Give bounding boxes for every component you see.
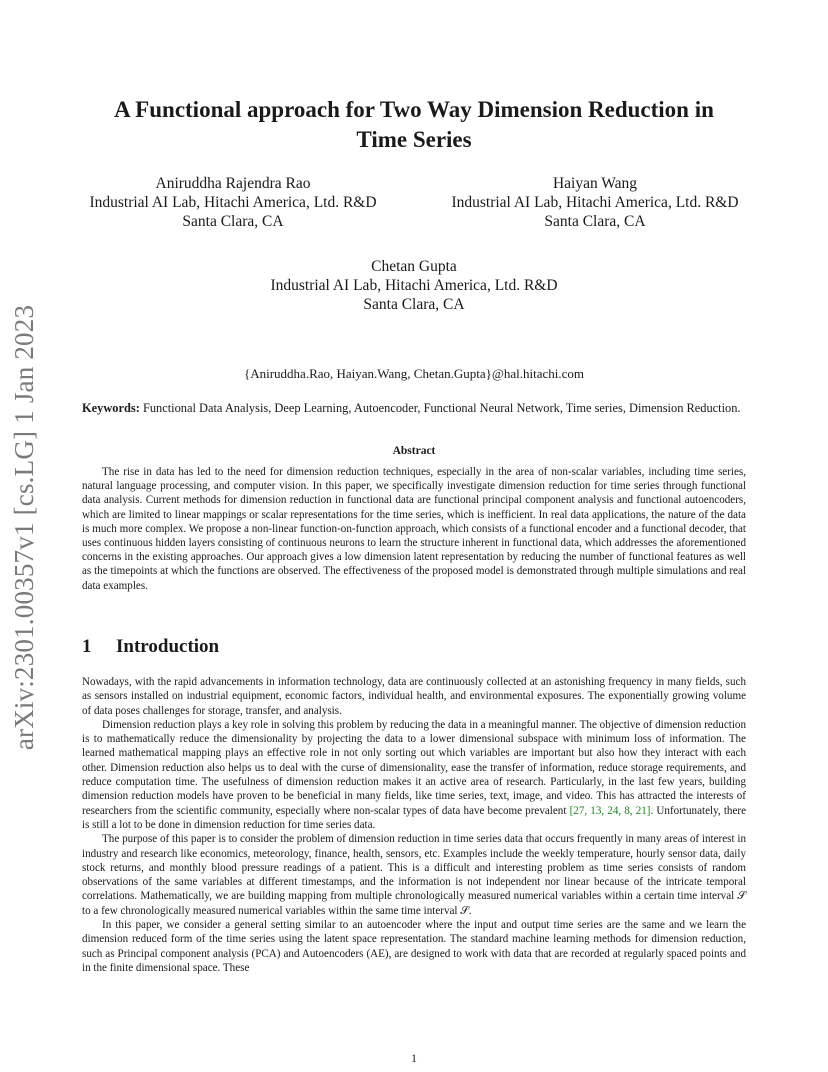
author-name: Aniruddha Rajendra Rao bbox=[155, 175, 311, 192]
author-location: Santa Clara, CA bbox=[544, 213, 646, 230]
keywords bbox=[50, 400, 778, 416]
paragraph-2 bbox=[82, 718, 746, 832]
paragraph-3: The purpose of this paper is to consider the problem of dimension reduction in time series data that occurs frequently in many areas of interest in industry and research like economics, meteorology, finance, health, sensors, etc. Examples include the weekly temperature, hourly sensor data, daily stock returns, and monthly blood pressure readings of a patient. This is a difficult and interesting problem as time series consists of random observations of the same variables at different timestamps, and the information is not independent nor linear because of the intricate temporal correlations. Mathematically, we are building mapping from multiple chronologically measured numerical variables within a certain time interval 𝒮 to a few chronologically measured numerical variables within the same time interval 𝒮. bbox=[82, 833, 746, 917]
section-title: Introduction bbox=[116, 636, 220, 657]
arxiv-stamp-text: arXiv:2301.00357v1 [cs.LG] 1 Jan 2023 bbox=[9, 304, 40, 750]
author-block-1 bbox=[60, 174, 406, 231]
keywords-text: Functional Data Analysis, Deep Learning, Autoencoder, Functional Neural Network, Time series, Dimension Reduction. bbox=[142, 401, 741, 415]
author-name: Haiyan Wang bbox=[552, 175, 638, 192]
paragraph-4: In this paper, we consider a general setting similar to an autoencoder where the input and output time series are the same and we learn the dimension reduced form of the time series using the latent space representation. The standard machine learning methods for dimension reduction, such as Principal component analysis (PCA) and Autoencoders (AE), are designed to work with data that are recorded at regularly spaced points and in the finite dimensional space. These bbox=[82, 919, 746, 974]
author-location: Santa Clara, CA bbox=[182, 213, 284, 230]
section-heading-introduction bbox=[82, 636, 219, 658]
author-emails: {Aniruddha.Rao, Haiyan.Wang, Chetan.Gupta}@hal.hitachi.com bbox=[243, 366, 584, 381]
citation-link[interactable]: [27, 13, 24, 8, 21] bbox=[569, 804, 651, 817]
keywords-label: Keywords: bbox=[82, 401, 140, 415]
author-block-2 bbox=[422, 174, 768, 231]
arxiv-stamp bbox=[6, 297, 44, 757]
author-name: Chetan Gupta bbox=[371, 258, 457, 275]
paragraph-2-tail: . Unfortunately, there is still a lot to be done in dimension reduction for time series data. bbox=[82, 804, 747, 831]
abstract-body: The rise in data has led to the need for dimension reduction techniques, especially in the area of non-scalar variables, including time series, natural language processing, and computer vision. In this paper, we specifically investigate dimension reduction for time series through functional data analysis. Current methods for dimension reduction in functional data are functional principal component analysis and functional autoencoders, which are limited to linear mappings or scalar representations for the time series, which is inefficient. In real data applications, the nature of the data is much more complex. We propose a non-linear function-on-function approach, which consists of a functional encoder and a functional decoder, that uses continuous hidden layers consisting of continuous neurons to learn the structure inherent in functional data, which addresses the aforementioned concerns in the existing approaches. Our approach gives a low dimension latent representation by reducing the number of functional features as well as the timepoints at which the functions are observed. The effectiveness of the proposed model is demonstrated through multiple simulations and real data examples. bbox=[82, 466, 746, 592]
abstract-heading: Abstract bbox=[392, 445, 436, 457]
author-affiliation: Industrial AI Lab, Hitachi America, Ltd. R&D bbox=[89, 194, 377, 211]
page-number: 1 bbox=[411, 1051, 417, 1065]
author-location: Santa Clara, CA bbox=[363, 296, 465, 313]
section-number: 1 bbox=[82, 636, 92, 657]
paper-title-line-2: Time Series bbox=[356, 127, 472, 152]
introduction-body bbox=[82, 675, 746, 975]
author-block-3 bbox=[240, 257, 588, 314]
paragraph-1: Nowadays, with the rapid advancements in information technology, data are continuously collected at an astonishing frequency in many fields, such as sensors installed on industrial equipment, economic factors, individual health, and environmental exposures. The exponentially growing volume of data poses challenges for storage, transfer, and analysis. bbox=[82, 676, 746, 717]
author-affiliation: Industrial AI Lab, Hitachi America, Ltd. R&D bbox=[270, 277, 558, 294]
paper-title bbox=[40, 95, 788, 155]
paper-title-line-1: A Functional approach for Two Way Dimension Reduction in bbox=[114, 97, 714, 122]
paragraph-2-text: Dimension reduction plays a key role in solving this problem by reducing the data in a meaningful manner. The objective of dimension reduction is to mathematically reduce the dimensionality by projecting the data to a lower dimensional subspace with minimum loss of information. The learned mathematical mapping plays an effective role in not only sorting out which variables are important but also how they interact with each other. Dimension reduction also helps us to deal with the curse of dimensionality, ease the transfer of information, reduce storage requirements, and reduce computation time. The usefulness of dimension reduction makes it an active area of research. Particularly, in the last few years, building dimension reduction models have proven to be beneficial in many fields, like time series, text, image, and video. This has attracted the interests of researchers from the scientific community, especially where non-scalar types of data have become prevalent bbox=[82, 718, 747, 817]
author-affiliation: Industrial AI Lab, Hitachi America, Ltd. R&D bbox=[451, 194, 739, 211]
